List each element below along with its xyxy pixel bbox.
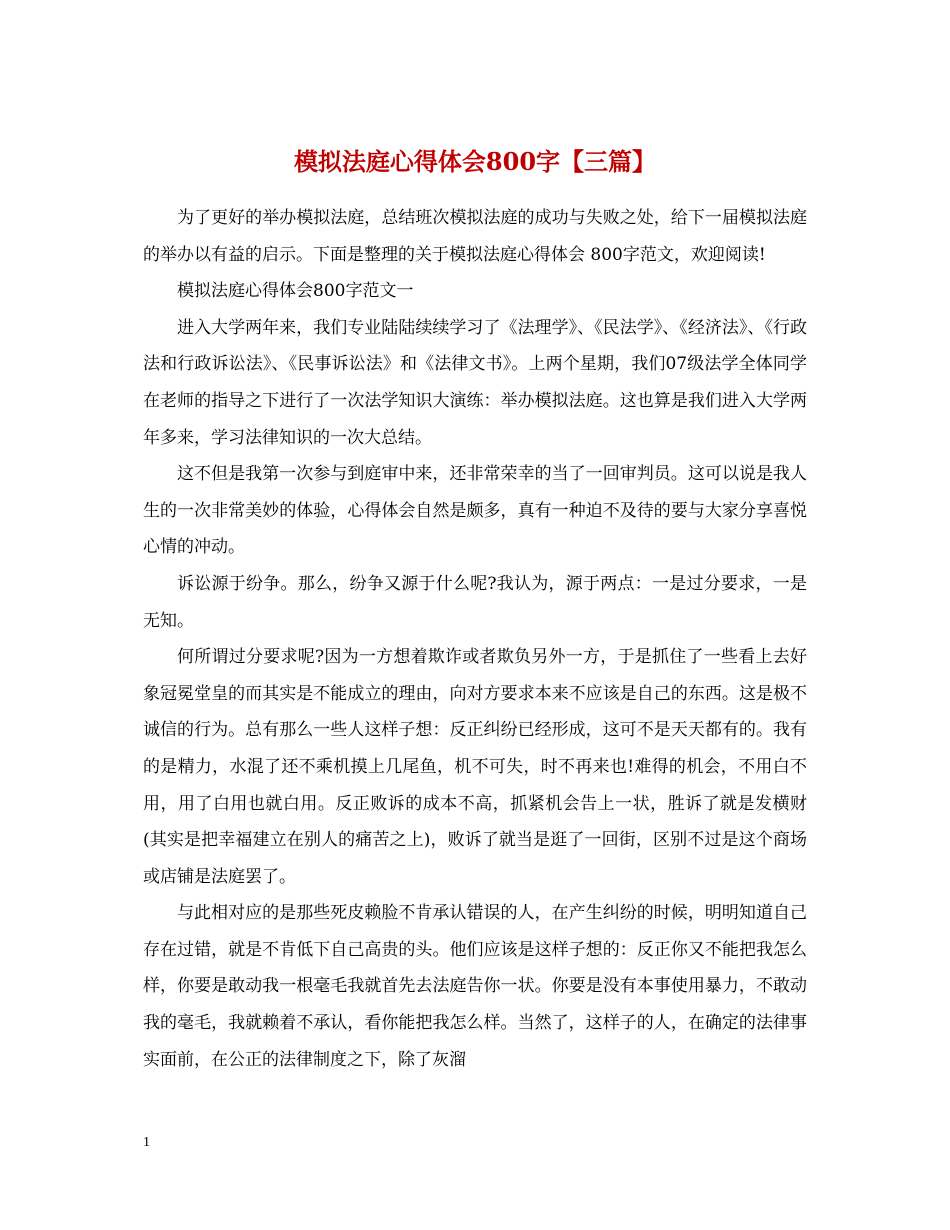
document-title: 模拟法庭心得体会800字【三篇】 xyxy=(293,147,657,177)
body-paragraph: 何所谓过分要求呢?因为一方想着欺诈或者欺负另外一方，于是抓住了一些看上去好象冠冕堂皇的而其实是不能成立的理由，向对方要求本来不应该是自己的东西。这是极不诚信的行为。总有那么一些人这样子想：反正纠纷已经形成，这可不是天天都有的。我有的是精力，水混了还不乘机摸上几尾鱼，机不可失，时不再来也!难得的机会，不用白不用，用了白用也就白用。反正败诉的成本不高，抓紧机会告上一状，胜诉了就是发横财(其实是把幸福建立在别人的痛苦之上)，败诉了就当是逛了一回街，区别不过是这个商场或店铺是法庭罢了。 xyxy=(143,647,807,887)
body-paragraph: 这不但是我第一次参与到庭审中来，还非常荣幸的当了一回审判员。这可以说是我人生的一次非常美妙的体验，心得体会自然是颇多，真有一种迫不及待的要与大家分享喜悦心情的冲动。 xyxy=(143,464,807,558)
page-number: 1 xyxy=(143,1135,150,1150)
intro-paragraph: 为了更好的举办模拟法庭，总结班次模拟法庭的成功与失败之处，给下一届模拟法庭的举办以有益的启示。下面是整理的关于模拟法庭心得体会 800字范文，欢迎阅读! xyxy=(143,208,807,265)
document-body xyxy=(143,200,807,1078)
body-paragraph: 与此相对应的是那些死皮赖脸不肯承认错误的人，在产生纠纷的时候，明明知道自己存在过错，就是不肯低下自己高贵的头。他们应该是这样子想的：反正你又不能把我怎么样，你要是敢动我一根毫毛我就首先去法庭告你一状。你要是没有本事使用暴力，不敢动我的毫毛，我就赖着不承认，看你能把我怎么样。当然了，这样子的人，在确定的法律事实面前，在公正的法律制度之下，除了灰溜 xyxy=(143,903,807,1070)
body-paragraph: 进入大学两年来，我们专业陆陆续续学习了《法理学》、《民法学》、《经济法》、《行政法和行政诉讼法》、《民事诉讼法》和《法律文书》。上两个星期，我们07级法学全体同学在老师的指导之下进行了一次法学知识大演练：举办模拟法庭。这也算是我们进入大学两年多来，学习法律知识的一次大总结。 xyxy=(143,317,807,448)
body-paragraph: 诉讼源于纷争。那么，纷争又源于什么呢?我认为，源于两点：一是过分要求，一是无知。 xyxy=(143,573,807,631)
section-heading: 模拟法庭心得体会800字范文一 xyxy=(177,281,414,302)
